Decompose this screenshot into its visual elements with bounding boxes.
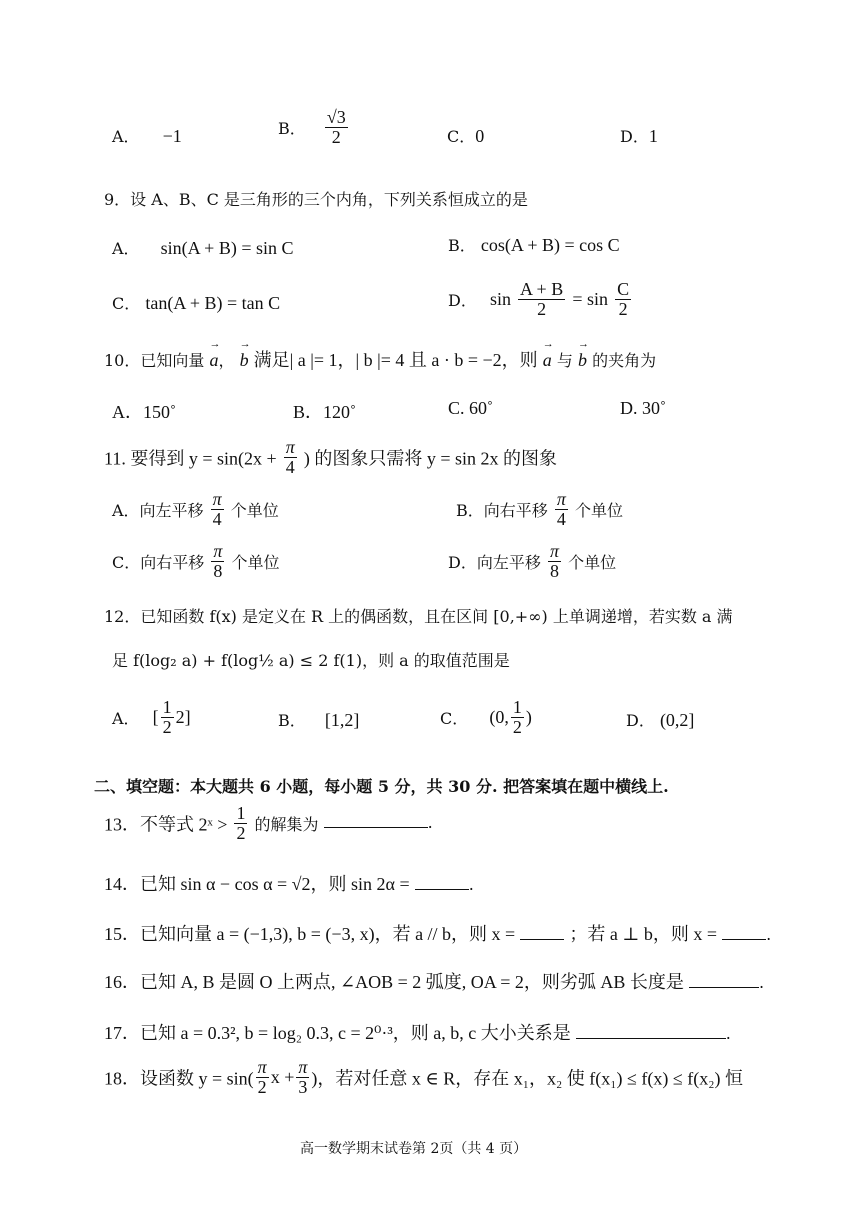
fraction: $\frac{\pi}{8}$ <box>549 541 559 581</box>
q16: 16．已知 A, B 是圆 O 上两点, ∠AOB = 2 弧度, OA = 2，则劣弧 AB 长度是 . <box>104 972 765 992</box>
q11-option-c: C．向右平移 $\frac{\pi}{8}$ 个单位 <box>112 541 280 581</box>
fraction: $\frac{\pi}{4}$ <box>285 437 295 477</box>
q8-option-c: C．0 <box>447 126 485 146</box>
q11-option-d: D．向左平移 $\frac{\pi}{8}$ 个单位 <box>448 541 617 581</box>
q12-stem-line2: 足 f(log₂ a) + f(log½ a) ≤ 2 f(1)，则 a 的取值范围是 <box>112 651 510 670</box>
answer-blank[interactable] <box>520 925 564 940</box>
q8-option-d: D．1 <box>620 126 658 146</box>
fraction: $\frac{1}{2}$ <box>512 697 522 737</box>
page-footer: 高一数学期末试卷第 2页（共 4 页） <box>300 1141 528 1157</box>
q11-option-a: A．向左平移 $\frac{\pi}{4}$ 个单位 <box>112 489 279 529</box>
option-label: A． <box>112 127 140 146</box>
fraction: $\frac{1}{2}$ <box>162 697 172 737</box>
q9-option-d: D． sin $\frac{A + B}{2}$ = sin $\frac{C}{2}$ <box>448 279 630 319</box>
q12-option-d: D． (0,2] <box>626 710 695 730</box>
q9-option-c: C． tan(A + B) = tan C <box>112 293 281 313</box>
q9-option-a: A． sin(A + B) = sin C <box>112 238 294 258</box>
q10-option-c: C. 60˚ <box>448 398 493 418</box>
q9-option-b: B． cos(A + B) = cos C <box>448 235 620 255</box>
fraction: $\frac{\pi}{8}$ <box>213 541 223 581</box>
q10-option-b: B．120˚ <box>293 402 356 422</box>
q12-option-b: B． [1,2] <box>278 710 360 730</box>
fraction: $\frac{\pi}{4}$ <box>556 489 566 529</box>
q10-stem: 10．已知向量 → a， → b 满足| a |= 1，| b |= 4 且 a · b = −2，则 → a 与 → b 的夹角为 <box>104 346 656 372</box>
fraction: $\frac{\pi}{2}$ <box>257 1057 267 1097</box>
q15: 15．已知向量 a = (−1,3), b = (−3, x)，若 a // b，则 x = ；若 a ⊥ b，则 x = . <box>104 924 772 944</box>
q17: 17．已知 a = 0.3², b = log₂ 0.3, c = 2⁰·³，则 a, b, c 大小关系是 . <box>104 1023 731 1043</box>
q12-option-c: C． (0, $\frac{1}{2}$ ) <box>440 697 532 737</box>
answer-blank[interactable] <box>722 925 766 940</box>
q10-option-d: D. 30˚ <box>620 398 666 418</box>
fraction: $\frac{√3}{2}$ <box>326 107 346 147</box>
answer-blank[interactable] <box>415 875 469 890</box>
q11-option-b: B．向右平移 $\frac{\pi}{4}$ 个单位 <box>456 489 623 529</box>
section-heading: 二、填空题：本大题共 6 小题，每小题 5 分，共 30 分. 把答案填在题中横线上. <box>94 777 669 796</box>
fraction: $\frac{A + B}{2}$ <box>520 279 564 319</box>
q8-option-b <box>278 108 350 147</box>
q8-option-a <box>112 124 182 147</box>
q9-stem: 9．设 A、B、C 是三角形的三个内角，下列关系恒成立的是 <box>104 190 528 209</box>
q14: 14．已知 sin α − cos α = √2，则 sin 2α = . <box>104 874 474 894</box>
option-label: B． <box>278 118 306 138</box>
fraction: $\frac{1}{2}$ <box>236 803 246 843</box>
q10-option-a: A．150˚ <box>112 402 176 422</box>
fraction: $\frac{\pi}{3}$ <box>298 1057 308 1097</box>
fraction: $\frac{\pi}{4}$ <box>212 489 222 529</box>
q11-stem: 11. 要得到 y = sin(2x + $\frac{\pi}{4}$ ) 的图象只需将 y = sin 2x 的图象 <box>104 437 558 477</box>
q12-stem-line1: 12．已知函数 f(x) 是定义在 R 上的偶函数，且在区间 [0,+∞) 上单调递增，若实数 a 满 <box>104 607 733 626</box>
answer-blank[interactable] <box>689 973 759 988</box>
option-value: −1 <box>162 126 182 146</box>
fraction: $\frac{C}{2}$ <box>617 279 630 319</box>
answer-blank[interactable] <box>324 813 428 828</box>
answer-blank[interactable] <box>576 1024 726 1039</box>
q18: 18．设函数 y = sin( $\frac{\pi}{2}$ x + $\frac{\pi}{3}$ )，若对任意 x ∈ R，存在 x₁，x₂ 使 f(x₁) ≤ f(x) ≤ f(x₂) 恒 <box>104 1057 744 1097</box>
q13: 13．不等式 2ˣ > $\frac{1}{2}$ 的解集为 . <box>104 803 433 843</box>
q12-option-a: A． [ $\frac{1}{2}$ 2] <box>112 697 191 737</box>
